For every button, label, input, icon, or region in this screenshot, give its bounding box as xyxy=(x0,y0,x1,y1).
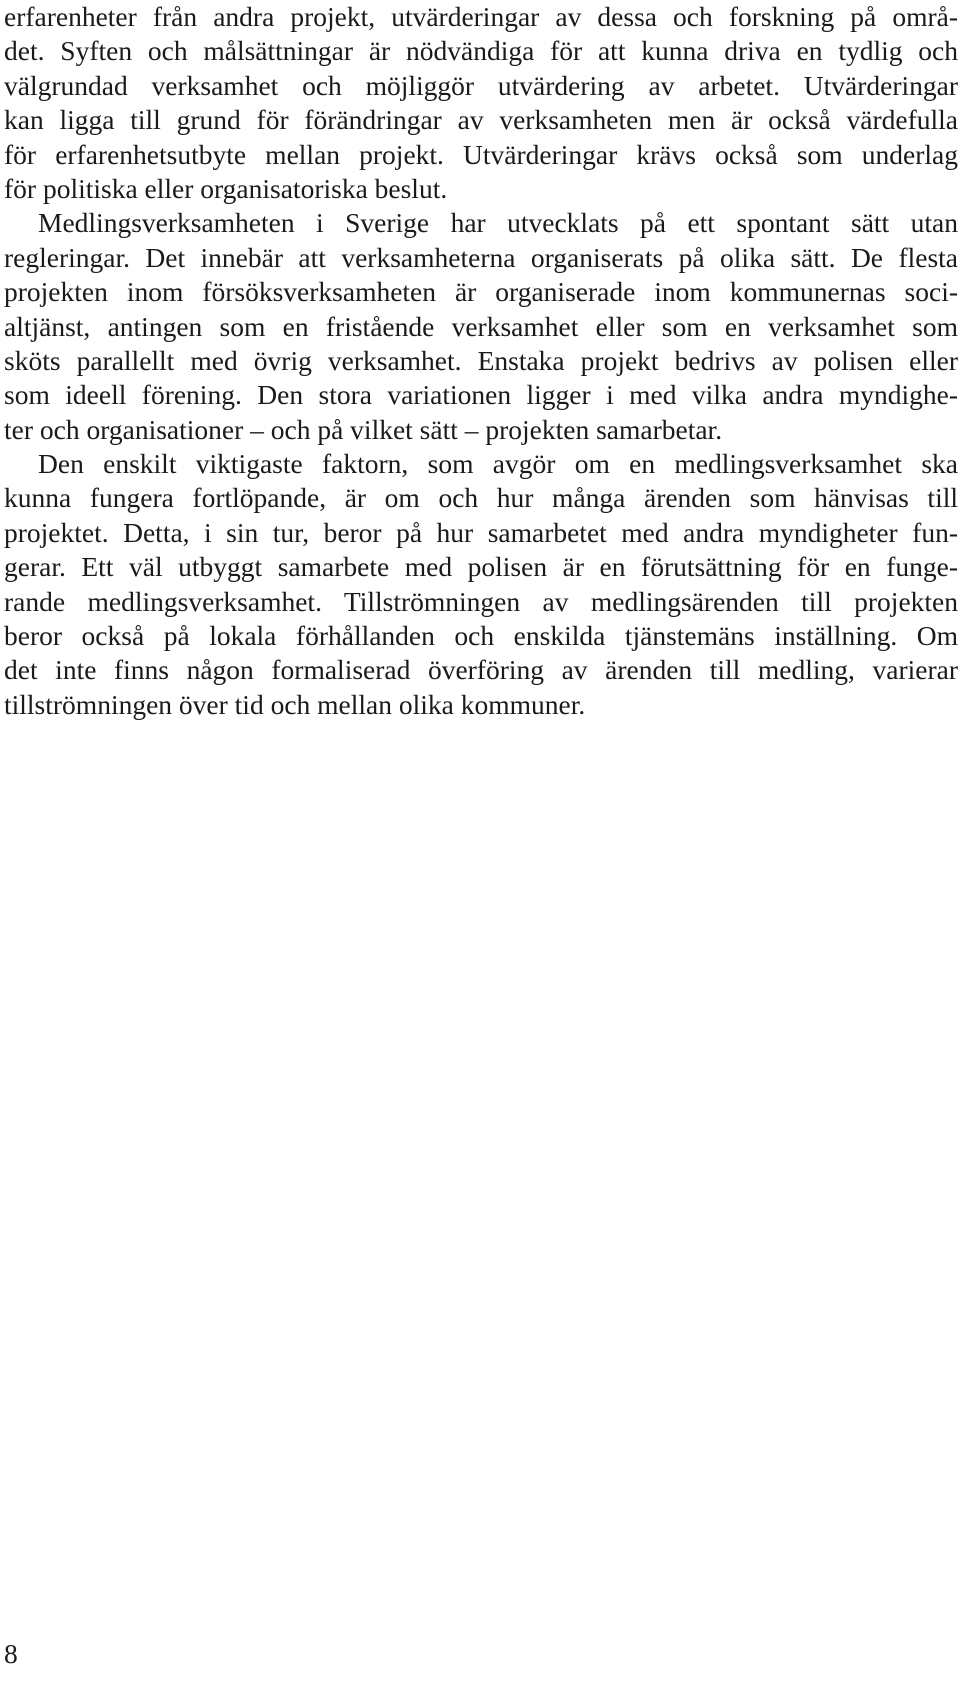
text-line: kan ligga till grund för förändringar av verksamheten men är också värdefulla xyxy=(4,104,958,136)
text-line: det. Syften och målsättningar är nödvändiga för att kunna driva en tydlig och xyxy=(4,35,958,67)
text-line: Medlingsverksamheten i Sverige har utvecklats på ett spontant sätt utan xyxy=(38,207,958,239)
paragraph-1 xyxy=(4,0,958,206)
document-body xyxy=(4,0,958,722)
text-line: projekten inom försöksverksamheten är organiserade inom kommunernas soci- xyxy=(4,276,958,308)
text-line: projektet. Detta, i sin tur, beror på hur samarbetet med andra myndigheter fun- xyxy=(4,516,958,548)
text-line: för erfarenhetsutbyte mellan projekt. Utvärderingar krävs också som underlag xyxy=(4,138,958,170)
text-line: välgrundad verksamhet och möjliggör utvärdering av arbetet. Utvärderingar xyxy=(4,69,958,101)
text-line: erfarenheter från andra projekt, utvärderingar av dessa och forskning på områ- xyxy=(4,1,958,32)
text-line: gerar. Ett väl utbyggt samarbete med polisen är en förutsättning för en funge- xyxy=(4,551,958,583)
text-line: rande medlingsverksamhet. Tillströmningen av medlingsärenden till projekten xyxy=(4,585,958,617)
paragraph-2 xyxy=(4,206,958,447)
text-line: ter och organisationer – och på vilket sätt – projekten samarbetar. xyxy=(4,413,723,445)
text-line: det inte finns någon formaliserad överföring av ärenden till medling, varierar xyxy=(4,654,958,686)
text-line: tillströmningen över tid och mellan olika kommuner. xyxy=(4,688,586,720)
text-line: kunna fungera fortlöpande, är om och hur många ärenden som hänvisas till xyxy=(4,482,958,514)
page-number: 8 xyxy=(4,1638,18,1669)
text-line: beror också på lokala förhållanden och enskilda tjänstemäns inställning. Om xyxy=(4,620,958,652)
text-line: för politiska eller organisatoriska beslut. xyxy=(4,172,448,204)
text-line: sköts parallellt med övrig verksamhet. Enstaka projekt bedrivs av polisen eller xyxy=(4,344,958,376)
text-line: regleringar. Det innebär att verksamheterna organiserats på olika sätt. De flesta xyxy=(4,241,958,273)
text-line: Den enskilt viktigaste faktorn, som avgör om en medlingsverksamhet ska xyxy=(38,448,958,480)
paragraph-3 xyxy=(4,447,958,722)
text-line: altjänst, antingen som en fristående verksamhet eller som en verksamhet som xyxy=(4,310,958,342)
text-line: som ideell förening. Den stora variationen ligger i med vilka andra myndighe- xyxy=(4,379,958,411)
